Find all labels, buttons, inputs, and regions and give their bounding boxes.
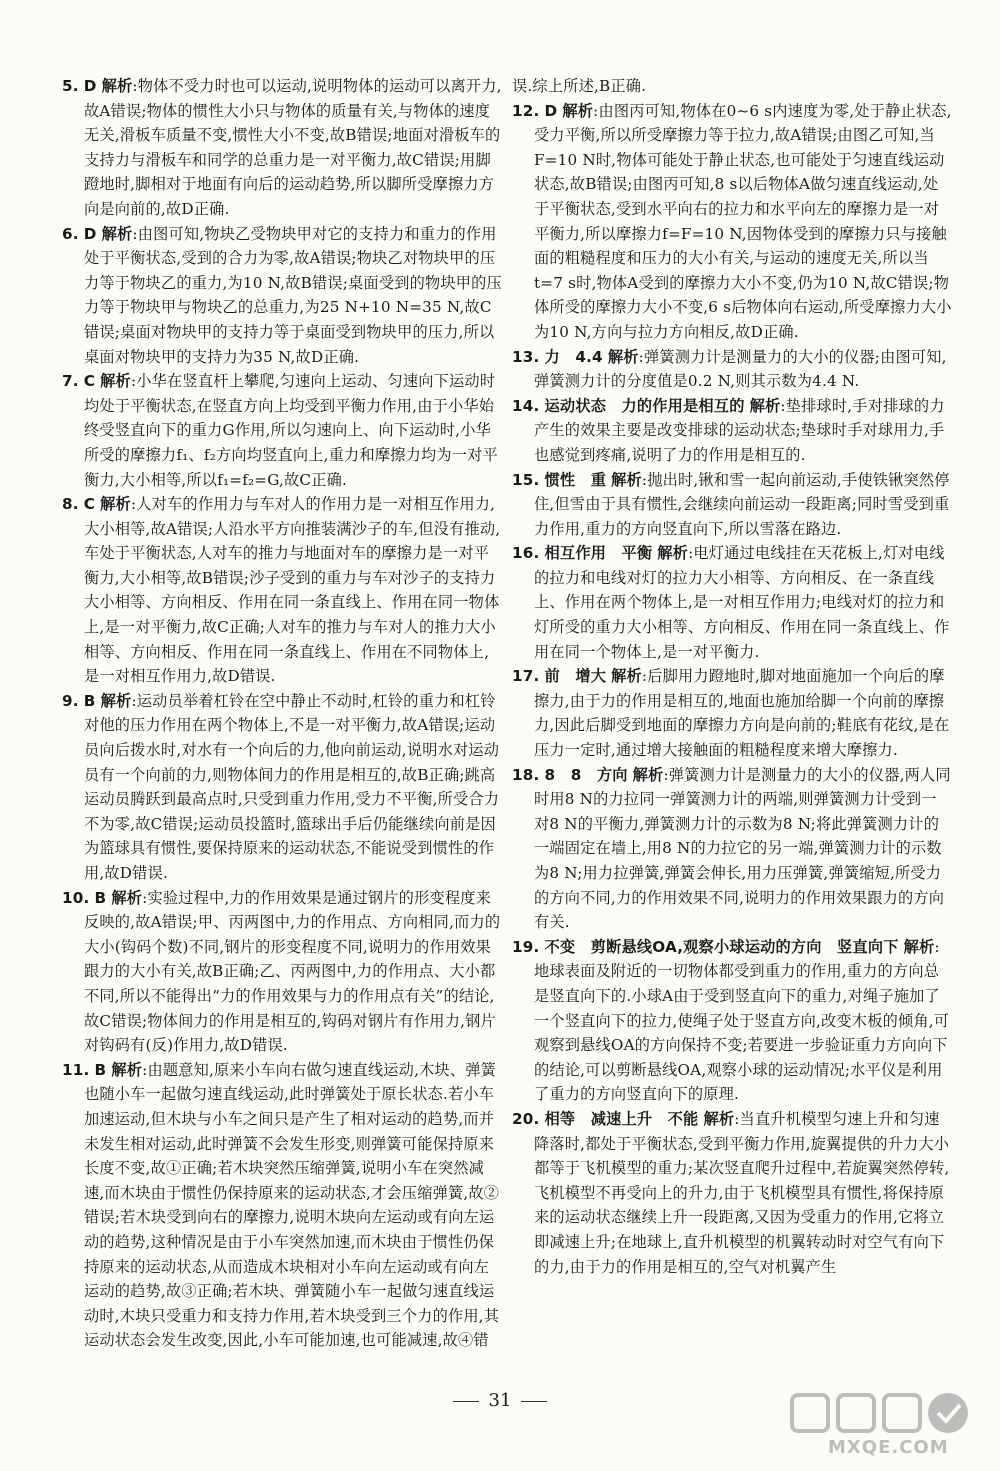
- answer-entry: [512, 664, 952, 762]
- continuation-text: 误.综上所述,B正确.: [512, 77, 647, 95]
- question-number: 5.: [62, 77, 79, 95]
- page-number-text: 31: [488, 1390, 512, 1411]
- answer-key: C: [83, 372, 96, 391]
- analysis-text: :实验过程中,力的作用效果是通过钢片的形变程度来反映的,故A错误;甲、丙两图中,力的作用点、方向相同,而力的大小(钩码个数)不同,钢片的形变程度不同,说明力的作用效果跟力的大小有关,故B正确;乙、丙两图中,力的作用点、大小都不同,所以不能得出“力的作用效果与力的作用点有关”的结论,故C错误;物体间力的作用是相互的,钩码对钢片有作用力,钢片对钩码有(反)作用力,故D错误.: [84, 888, 501, 1055]
- analysis-text: :当直升机模型匀速上升和匀速降落时,都处于平衡状态,受到平衡力作用,旋翼提供的升力大小都等于飞机模型的重力;某次竖直爬升过程中,若旋翼突然停转,飞机模型不再受向上的升力,由于飞机模型具有惯性,将保持原来的运动状态继续上升一段距离,又因为受重力的作用,它将立即减速上升;在地球上,直升机模型的机翼转动时对空气有向下的力,由于力的作用是相互的,空气对机翼产生: [534, 1109, 950, 1276]
- analysis-text: :人对车的作用力与车对人的作用力是一对相互作用力,大小相等,故A错误;人沿水平方向推装满沙子的车,但没有推动,车处于平衡状态,人对车的推力与地面对车的摩擦力是一对平衡力,大小相等,故B错误;沙子受到的重力与车对沙子的支持力大小相等、方向相反、作用在同一条直线上、作用在同一物体上,是一对平衡力,故C正确;人对车的推力与车对人的推力大小相等、方向相反、作用在同一条直线上、作用在不同物体上,是一对相互作用力,故D错误.: [84, 495, 501, 686]
- question-number: 12.: [512, 101, 540, 120]
- answer-key: 前 增大: [544, 667, 607, 686]
- answer-key: 8 8 方向: [544, 765, 628, 784]
- answer-entry: [62, 492, 502, 689]
- answer-entry: [512, 99, 952, 345]
- answer-key: B: [94, 1060, 107, 1079]
- right-column: [512, 74, 952, 1279]
- answer-key: 运动状态 力的作用是相互的: [544, 396, 745, 415]
- answer-key: D: [544, 101, 558, 120]
- question-number: 19.: [512, 937, 540, 956]
- answer-key: 相互作用 平衡: [544, 544, 653, 563]
- answer-entry: [512, 394, 952, 468]
- answer-entry: [512, 763, 952, 935]
- answer-entry: [62, 689, 502, 886]
- answer-entry: [512, 468, 952, 542]
- question-number: 11.: [62, 1060, 90, 1079]
- analysis-text: :后脚用力蹬地时,脚对地面施加一个向后的摩擦力,由于力的作用是相互的,地面也施加给脚一个向前的摩擦力,因此后脚受到地面的摩擦力方向是向前的;鞋底有花纹,是在压力一定时,通过增大接触面的粗糙程度来增大摩擦力.: [534, 667, 950, 760]
- analysis-text: :电灯通过电线挂在天花板上,灯对电线的拉力和电线对灯的拉力大小相等、方向相反、在一条直线上、作用在两个物体上,是一对相互作用力;电线对灯的拉力和灯所受的重力大小相等、方向相反、作用在同一条直线上、作用在同一个物体上,是一对平衡力.: [534, 544, 950, 661]
- analysis-text: :抛出时,锹和雪一起向前运动,手使铁锹突然停住,但雪由于具有惯性,会继续向前运动一段距离;同时雪受到重力作用,重力的方向竖直向下,所以雪落在路边.: [534, 470, 950, 538]
- analysis-label: 解析: [611, 470, 642, 489]
- question-number: 7.: [62, 372, 79, 391]
- answer-entry: [62, 369, 502, 492]
- question-number: 6.: [62, 224, 79, 243]
- analysis-label: 解析: [101, 77, 133, 95]
- answer-stamp-logo-icon: [788, 1389, 978, 1437]
- analysis-label: 解析: [100, 495, 131, 514]
- dash-left: [453, 1401, 479, 1402]
- analysis-text: :弹簧测力计是测量力的大小的仪器;由图可知,弹簧测力计的分度值是0.2 N,则其示数为4.4 N.: [534, 347, 947, 391]
- analysis-label: 解析: [111, 888, 143, 907]
- answer-key: B: [83, 691, 96, 710]
- analysis-label: 解析: [611, 667, 642, 686]
- question-number: 16.: [512, 544, 540, 563]
- answer-key: B: [94, 888, 107, 907]
- analysis-text: :运动员举着杠铃在空中静止不动时,杠铃的重力和杠铃对他的压力作用在两个物体上,不是一对平衡力,故A错误;运动员向后拨水时,对水有一个向后的力,他向前运动,说明水对运动员有一个向前的力,则物体间力的作用是相互的,故B正确;跳高运动员腾跃到最高点时,只受到重力作用,受力不平衡,所受合力不为零,故C错误;运动员投篮时,篮球出手后仍能继续向前是因为篮球具有惯性,要保持原来的运动状态,不能说受到惯性的作用,故D错误.: [84, 691, 500, 882]
- analysis-text: :地球表面及附近的一切物体都受到重力的作用,重力的方向总是竖直向下的.小球A由于受到竖直向下的重力,对绳子施加了一个竖直向下的拉力,使绳子处于竖直方向,改变木板的倾角,可观察到悬线OA的方向保持不变;若要进一步验证重力方向向下的结论,可以剪断悬线OA,观察小球的运动情况;水平仪是利用了重力的方向竖直向下的原理.: [534, 937, 950, 1104]
- question-number: 10.: [62, 888, 90, 907]
- analysis-label: 解析: [749, 396, 781, 415]
- watermark: [788, 1389, 978, 1459]
- analysis-label: 解析: [111, 1060, 143, 1079]
- dash-right: [521, 1401, 547, 1402]
- answer-key: 力 4.4: [544, 347, 603, 366]
- analysis-label: 解析: [903, 937, 935, 956]
- answer-entry: [512, 541, 952, 664]
- analysis-label: 解析: [100, 691, 132, 710]
- answer-entry: [62, 1058, 502, 1353]
- analysis-text: :由图丙可知,物体在0~6 s内速度为零,处于静止状态,受力平衡,所以所受摩擦力等于拉力,故A错误;由图乙可知,当F=10 N时,物体可能处于静止状态,也可能处于匀速直线运动状态,故B错误;由图丙可知,8 s以后物体A做匀速直线运动,处于平衡状态,受到水平向右的拉力和水平向左的摩擦力是一对平衡力,所以摩擦力f=F=10 N,因物体受到的摩擦力只与接触面的粗糙程度和压力的大小有关,与运动的速度无关,所以当t=7 s时,物体A受到的摩擦力大小不变,仍为10 N,故C错误;物体所受的摩擦力大小不变,6 s后物体向右运动,所受摩擦力大小为10 N,方向与拉力方向相反,故D正确.: [534, 101, 952, 341]
- analysis-text: :弹簧测力计是测量力的大小的仪器,两人同时用8 N的力拉同一弹簧测力计的两端,则弹簧测力计受到一对8 N的平衡力,弹簧测力计的示数为8 N;将此弹簧测力计的一端固定在墙上,用8 N的力拉它的另一端,弹簧测力计的示数为8 N;用力拉弹簧,弹簧会伸长,用力压弹簧,弹簧缩短,所受力的方向不同,力的作用效果不同,说明力的作用效果跟力的方向有关.: [534, 765, 951, 932]
- question-number: 20.: [512, 1109, 540, 1128]
- analysis-label: 解析: [703, 1109, 735, 1128]
- answer-entry: [512, 345, 952, 394]
- left-column: [62, 74, 502, 1353]
- answer-entry: [512, 1107, 952, 1279]
- analysis-label: 解析: [562, 101, 594, 120]
- analysis-text: :物体不受力时也可以运动,说明物体的运动可以离开力,故A错误;物体的惯性大小只与物体的质量有关,与物体的速度无关,滑板车质量不变,惯性大小不变,故B错误;地面对滑板车的支持力与滑板车和同学的总重力是一对平衡力,故C错误;用脚蹬地时,脚相对于地面有向后的运动趋势,所以脚所受摩擦力方向是向前的,故D正确.: [84, 77, 502, 218]
- question-number: 18.: [512, 765, 540, 784]
- answer-key: D: [83, 224, 97, 243]
- question-number: 14.: [512, 396, 540, 415]
- analysis-text: :小华在竖直杆上攀爬,匀速向上运动、匀速向下运动时均处于平衡状态,在竖直方向上均受到平衡力作用,由于小华始终受竖直向下的重力G作用,所以匀速向上、向下运动时,小华所受的摩擦力f₁、f₂方向均竖直向上,重力和摩擦力均为一对平衡力,大小相等,所以f₁=f₂=G,故C正确.: [84, 372, 498, 489]
- answer-entry: [512, 935, 952, 1107]
- question-number: 9.: [62, 691, 79, 710]
- question-number: 17.: [512, 667, 540, 686]
- answer-key: 不变 剪断悬线OA,观察小球运动的方向 竖直向下: [544, 937, 899, 956]
- watermark-url: MXQE.COM: [828, 1437, 949, 1458]
- analysis-text: :由图可知,物块乙受物块甲对它的支持力和重力的作用处于平衡状态,受到的合力为零,故A错误;物块乙对物块甲的压力等于物块乙的重力,为10 N,故B错误;桌面受到的物块甲的压力等于物块甲与物块乙的总重力,为25 N+10 N=35 N,故C错误;桌面对物块甲的支持力等于桌面受到物块甲的压力,所以桌面对物块甲的支持力为35 N,故D正确.: [84, 224, 502, 366]
- analysis-label: 解析: [607, 347, 639, 366]
- answer-key: D: [83, 77, 97, 95]
- answer-entry: [62, 74, 502, 222]
- question-number: 13.: [512, 347, 540, 366]
- answer-key: C: [83, 495, 96, 514]
- answer-entry: [62, 886, 502, 1058]
- analysis-text: :垫排球时,手对排球的力产生的效果主要是改变排球的运动状态;垫球时手对球用力,手也感觉到疼痛,说明了力的作用是相互的.: [534, 396, 945, 464]
- analysis-label: 解析: [657, 544, 689, 563]
- analysis-text: :由题意知,原来小车向右做匀速直线运动,木块、弹簧也随小车一起做匀速直线运动,此时弹簧处于原长状态.若小车加速运动,但木块与小车之间只是产生了相对运动的趋势,而并未发生相对运动,此时弹簧不会发生形变,则弹簧可能保持原来长度不变,故①正确;若木块突然压缩弹簧,说明小车在突然减速,而木块由于惯性仍保持原来的运动状态,才会压缩弹簧,故②错误;若木块受到向右的摩擦力,说明木块向左运动或有向左运动的趋势,这种情况是由于小车突然加速,而木块由于惯性仍保持原来的运动状态,从而造成木块相对小车向左运动或有向左运动的趋势,故③正确;若木块、弹簧随小车一起做匀速直线运动时,木块只受重力和支持力作用,若木块受到三个力的作用,其运动状态会发生改变,因此,小车可能加速,也可能减速,故④错: [84, 1060, 500, 1350]
- answer-continuation: [512, 74, 952, 99]
- answer-key: 惯性 重: [544, 470, 607, 489]
- analysis-label: 解析: [632, 765, 664, 784]
- question-number: 15.: [512, 470, 540, 489]
- question-number: 8.: [62, 495, 79, 514]
- analysis-label: 解析: [101, 224, 133, 243]
- answer-entry: [62, 222, 502, 370]
- analysis-label: 解析: [100, 372, 131, 391]
- answer-key: 相等 减速上升 不能: [544, 1109, 699, 1128]
